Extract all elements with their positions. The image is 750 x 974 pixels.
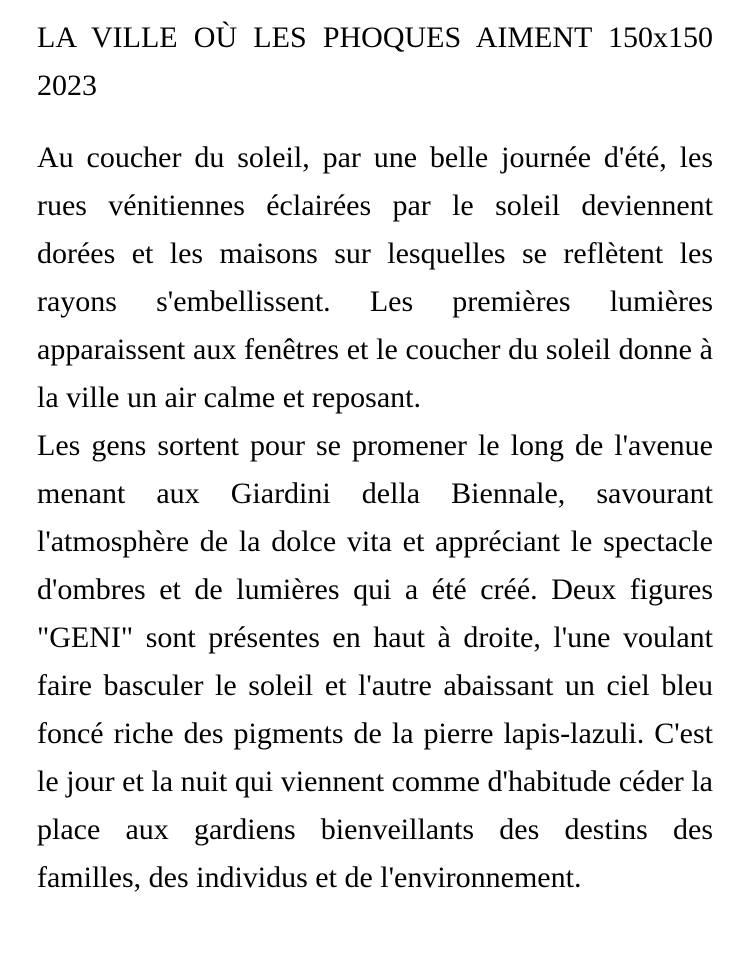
paragraph-sunset-description: Au coucher du soleil, par une belle journée d'été, les rues vénitiennes éclairées par le soleil deviennent dorées et les maisons sur lesquelles se reflètent les rayons s'embellissent. Les premières lumières apparaissent aux fenêtres et le coucher du soleil donne à la ville un air calme et reposant. — [37, 141, 713, 414]
document-title: LA VILLE OÙ LES PHOQUES AIMENT 150x150 2023 — [37, 21, 713, 102]
paragraph-promenade-description: Les gens sortent pour se promener le long de l'avenue menant aux Giardini della Biennale, savourant l'atmosphère de la dolce vita et appréciant le spectacle d'ombres et de lumières qui a été créé. Deux figures "GENI" sont présentes en haut à droite, l'une voulant faire basculer le soleil et l'autre abaissant un ciel bleu foncé riche des pigments de la pierre lapis-lazuli. C'est le jour et la nuit qui viennent comme d'habitude céder la place aux gardiens bienveillants des destins des familles, des individus et de l'environnement. — [37, 429, 713, 894]
